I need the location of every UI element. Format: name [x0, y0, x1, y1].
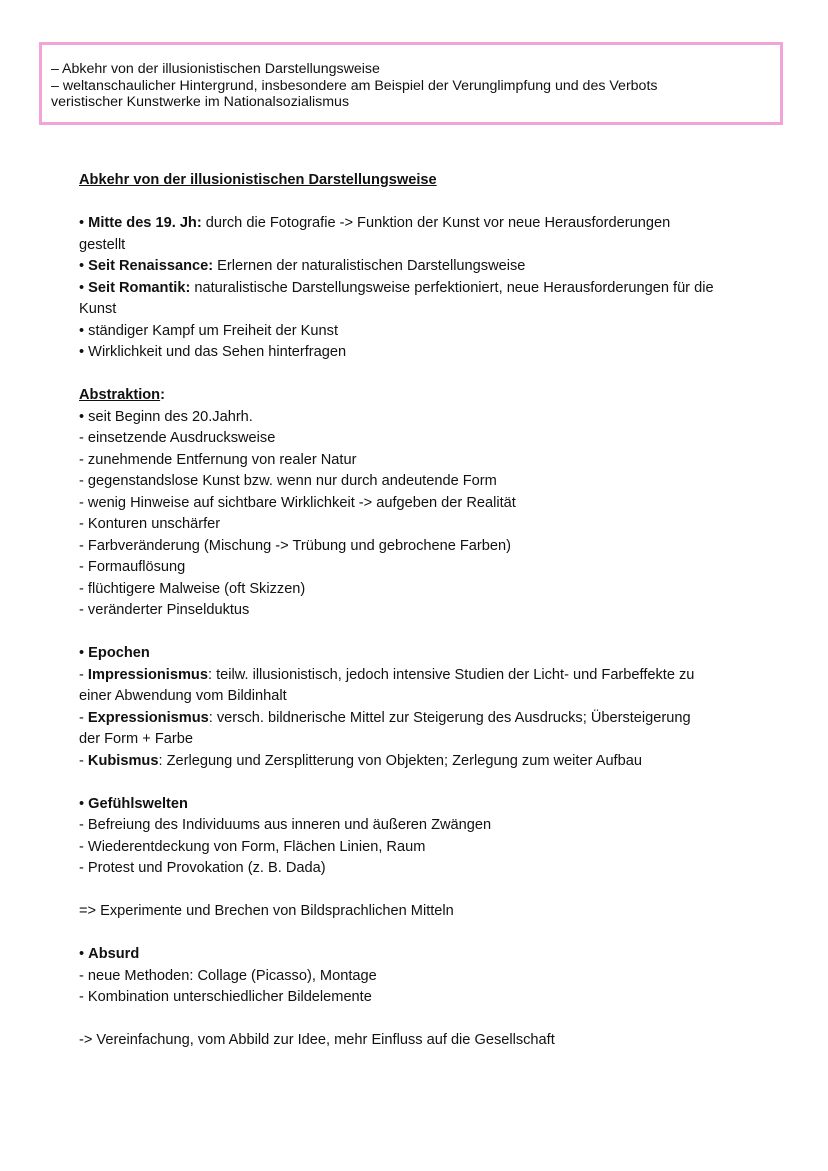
list-item: - Formauflösung [79, 559, 186, 575]
list-item: - Wiederentdeckung von Form, Flächen Linien, Raum [79, 838, 426, 855]
section-heading-abkehr: Abkehr von der illusionistischen Darstellungsweise [79, 172, 437, 188]
list-item: - Farbveränderung (Mischung -> Trübung und gebrochene Farben) [79, 537, 511, 554]
section-heading-epochen: • Epochen [79, 645, 150, 661]
list-item: - Kubismus: Zerlegung und Zersplitterung von Objekten; Zerlegung zum weiter Aufbau [79, 752, 642, 769]
conclusion-line: => Experimente und Brechen von Bildsprachlichen Mitteln [79, 903, 454, 919]
list-item: - Befreiung des Individuums aus inneren und äußeren Zwängen [79, 817, 492, 833]
list-item: - flüchtigere Malweise (oft Skizzen) [79, 580, 306, 597]
list-item: - Protest und Provokation (z. B. Dada) [79, 860, 326, 876]
list-item: - neue Methoden: Collage (Picasso), Montage [79, 967, 377, 984]
section-heading-absurd: • Absurd [79, 946, 140, 962]
list-item: - veränderter Pinselduktus [79, 602, 250, 618]
summary-line: – Abkehr von der illusionistischen Darstellungsweise [51, 61, 380, 77]
notes-content [79, 170, 759, 1052]
section-heading-abstraktion: Abstraktion: [79, 387, 165, 403]
list-item: - gegenstandslose Kunst bzw. wenn nur durch andeutende Form [79, 473, 497, 489]
list-item: • Mitte des 19. Jh: durch die Fotografie -> Funktion der Kunst vor neue Herausforderungen gestellt [79, 215, 671, 253]
list-item: • Seit Romantik: naturalistische Darstellungsweise perfektioniert, neue Herausforderungen für die Kunst [79, 279, 714, 317]
list-item: • Seit Renaissance: Erlernen der naturalistischen Darstellungsweise [79, 258, 526, 274]
list-item: • ständiger Kampf um Freiheit der Kunst [79, 322, 338, 339]
section-heading-gefuehlswelten: • Gefühlswelten [79, 795, 188, 812]
list-item: - Kombination unterschiedlicher Bildelemente [79, 989, 372, 1005]
list-item: • Wirklichkeit und das Sehen hinterfragen [79, 344, 347, 360]
conclusion-line: -> Vereinfachung, vom Abbild zur Idee, mehr Einfluss auf die Gesellschaft [79, 1032, 555, 1048]
list-item: - zunehmende Entfernung von realer Natur [79, 451, 357, 468]
summary-line: – weltanschaulicher Hintergrund, insbesondere am Beispiel der Verunglimpfung und des Verbots [51, 77, 658, 94]
list-item: - einsetzende Ausdrucksweise [79, 430, 276, 446]
list-item: - Expressionismus: versch. bildnerische Mittel zur Steigerung des Ausdrucks; Übersteigerung der Form + Farbe [79, 709, 691, 747]
list-item: • seit Beginn des 20.Jahrh. [79, 408, 253, 425]
summary-line: veristischer Kunstwerke im Nationalsozialismus [51, 94, 350, 110]
list-item: - wenig Hinweise auf sichtbare Wirklichkeit -> aufgeben der Realität [79, 494, 516, 511]
list-item: - Impressionismus: teilw. illusionistisch, jedoch intensive Studien der Licht- und Farbeffekte zu einer Abwendung vom Bildinhalt [79, 666, 695, 704]
list-item: - Konturen unschärfer [79, 516, 221, 532]
summary-box [39, 42, 783, 125]
